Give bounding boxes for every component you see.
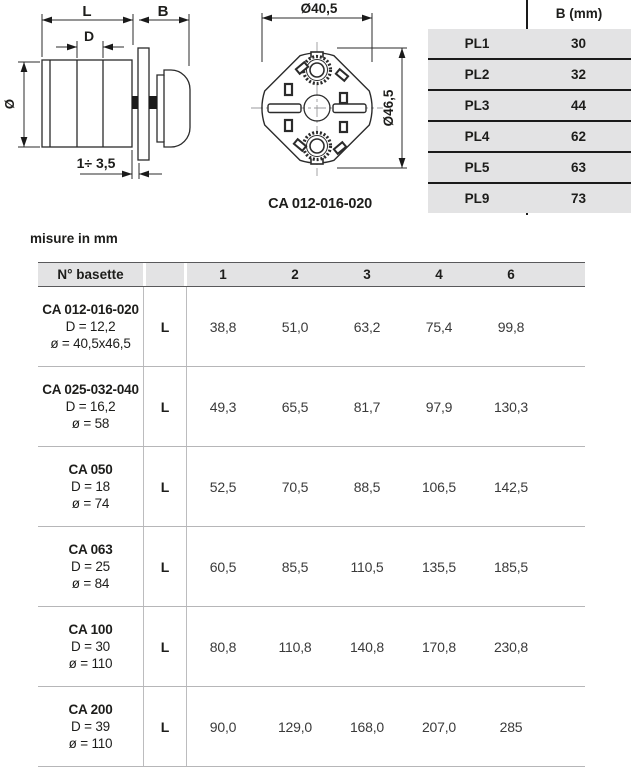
l-cell: L [143, 527, 187, 606]
column-header-l [143, 263, 187, 286]
pl-value: 30 [570, 36, 587, 51]
l-cell: L [143, 687, 187, 766]
left-slot [268, 104, 301, 113]
model-d: D = 30 [71, 639, 110, 654]
table-row [428, 29, 631, 60]
dim-top-label: Ø40,5 [300, 1, 338, 16]
value-cell: 168,0 [349, 718, 385, 735]
model-diameter: ø = 84 [71, 576, 110, 591]
table-row [38, 367, 585, 447]
pl-label: PL3 [464, 98, 490, 113]
table-row [428, 122, 631, 153]
shaft-right [149, 96, 157, 109]
column-header: 2 [291, 267, 299, 282]
value-cell: 99,8 [497, 318, 525, 335]
value-cell: 110,5 [350, 558, 384, 575]
table-row [428, 60, 631, 91]
dim-d-label: D [83, 28, 95, 44]
column-header: 6 [507, 267, 515, 282]
model-name: CA 012-016-020 [42, 302, 139, 317]
value-cell: 97,9 [425, 398, 453, 415]
model-d: D = 12,2 [65, 319, 116, 334]
pl-value: 32 [570, 67, 587, 82]
model-diameter: ø = 40,5x46,5 [50, 336, 131, 351]
side-view-drawing [0, 0, 220, 212]
handle [157, 70, 190, 147]
table-row [38, 287, 585, 367]
bottom-knurled-boss [304, 133, 331, 165]
value-cell: 130,3 [493, 398, 529, 415]
value-cell: 135,5 [421, 558, 457, 575]
pl-label: PL9 [464, 191, 490, 206]
value-cell: 185,5 [493, 558, 529, 575]
value-cell: 38,8 [209, 318, 237, 335]
table-row [38, 527, 585, 607]
value-cell: 52,5 [209, 478, 237, 495]
dim-b-label: B [157, 3, 169, 20]
value-cell: 230,8 [493, 638, 529, 655]
model-name: CA 200 [68, 702, 113, 717]
value-cell: 63,2 [353, 318, 381, 335]
l-cell: L [143, 287, 187, 366]
value-cell: 51,0 [281, 318, 309, 335]
model-name: CA 100 [68, 622, 113, 637]
pl-value: 62 [570, 129, 587, 144]
dim-gap-label: 1÷ 3,5 [76, 155, 116, 171]
model-cell [38, 527, 143, 606]
model-cell [38, 607, 143, 686]
value-cell: 80,8 [209, 638, 237, 655]
front-view-caption: CA 012-016-020 [268, 196, 372, 212]
model-name: CA 025-032-040 [42, 382, 139, 397]
model-cell [38, 447, 143, 526]
model-diameter: ø = 74 [71, 496, 110, 511]
table-row [38, 687, 585, 767]
pl-value: 44 [570, 98, 587, 113]
l-cell: L [143, 447, 187, 526]
dim-right-label: Ø46,5 [381, 89, 396, 127]
value-cell: 70,5 [281, 478, 309, 495]
switch-body [42, 60, 132, 147]
model-cell [38, 367, 143, 446]
value-cell: 75,4 [425, 318, 453, 335]
column-header-name: N° basette [57, 267, 124, 282]
shaft-left [132, 96, 138, 109]
model-d: D = 18 [71, 479, 110, 494]
value-cell: 81,7 [353, 398, 381, 415]
value-cell: 49,3 [209, 398, 237, 415]
model-name: CA 050 [68, 462, 113, 477]
column-header: 3 [363, 267, 371, 282]
value-cell: 88,5 [353, 478, 381, 495]
model-d: D = 39 [71, 719, 110, 734]
value-cell: 207,0 [421, 718, 457, 735]
value-cell: 140,8 [349, 638, 385, 655]
value-cell: 285 [499, 718, 523, 735]
b-dimension-table [428, 0, 631, 216]
column-header: 4 [435, 267, 443, 282]
l-cell: L [143, 607, 187, 686]
value-cell: 106,5 [421, 478, 457, 495]
value-cell: 170,8 [421, 638, 457, 655]
main-table-header-row [38, 262, 585, 287]
model-name: CA 063 [68, 542, 113, 557]
table-row [38, 607, 585, 687]
units-note: misure in mm [30, 231, 118, 246]
table-row [38, 447, 585, 527]
value-cell: 90,0 [209, 718, 237, 735]
value-cell: 129,0 [277, 718, 313, 735]
right-slot [333, 104, 366, 113]
model-d: D = 16,2 [65, 399, 116, 414]
table-row [428, 91, 631, 122]
value-cell: 85,5 [281, 558, 309, 575]
model-d: D = 25 [71, 559, 110, 574]
value-cell: 110,8 [278, 638, 312, 655]
dim-l-label: L [82, 3, 92, 20]
b-table-header: B (mm) [555, 6, 603, 21]
pl-label: PL2 [464, 67, 490, 82]
model-cell [38, 687, 143, 766]
column-header: 1 [219, 267, 227, 282]
table-row [428, 153, 631, 184]
model-diameter: ø = 110 [68, 736, 113, 751]
pl-value: 73 [570, 191, 587, 206]
pl-label: PL5 [464, 160, 490, 175]
front-view-drawing [235, 0, 430, 215]
value-cell: 60,5 [209, 558, 237, 575]
pl-label: PL4 [464, 129, 490, 144]
model-diameter: ø = 110 [68, 656, 113, 671]
pl-label: PL1 [464, 36, 490, 51]
l-cell: L [143, 367, 187, 446]
main-dimensions-table [38, 262, 585, 767]
value-cell: 65,5 [281, 398, 309, 415]
table-row [428, 184, 631, 213]
front-plate [138, 48, 149, 160]
dim-diameter-label: Ø [2, 98, 17, 110]
model-cell [38, 287, 143, 366]
model-diameter: ø = 58 [71, 416, 110, 431]
pl-value: 63 [570, 160, 587, 175]
value-cell: 142,5 [493, 478, 529, 495]
